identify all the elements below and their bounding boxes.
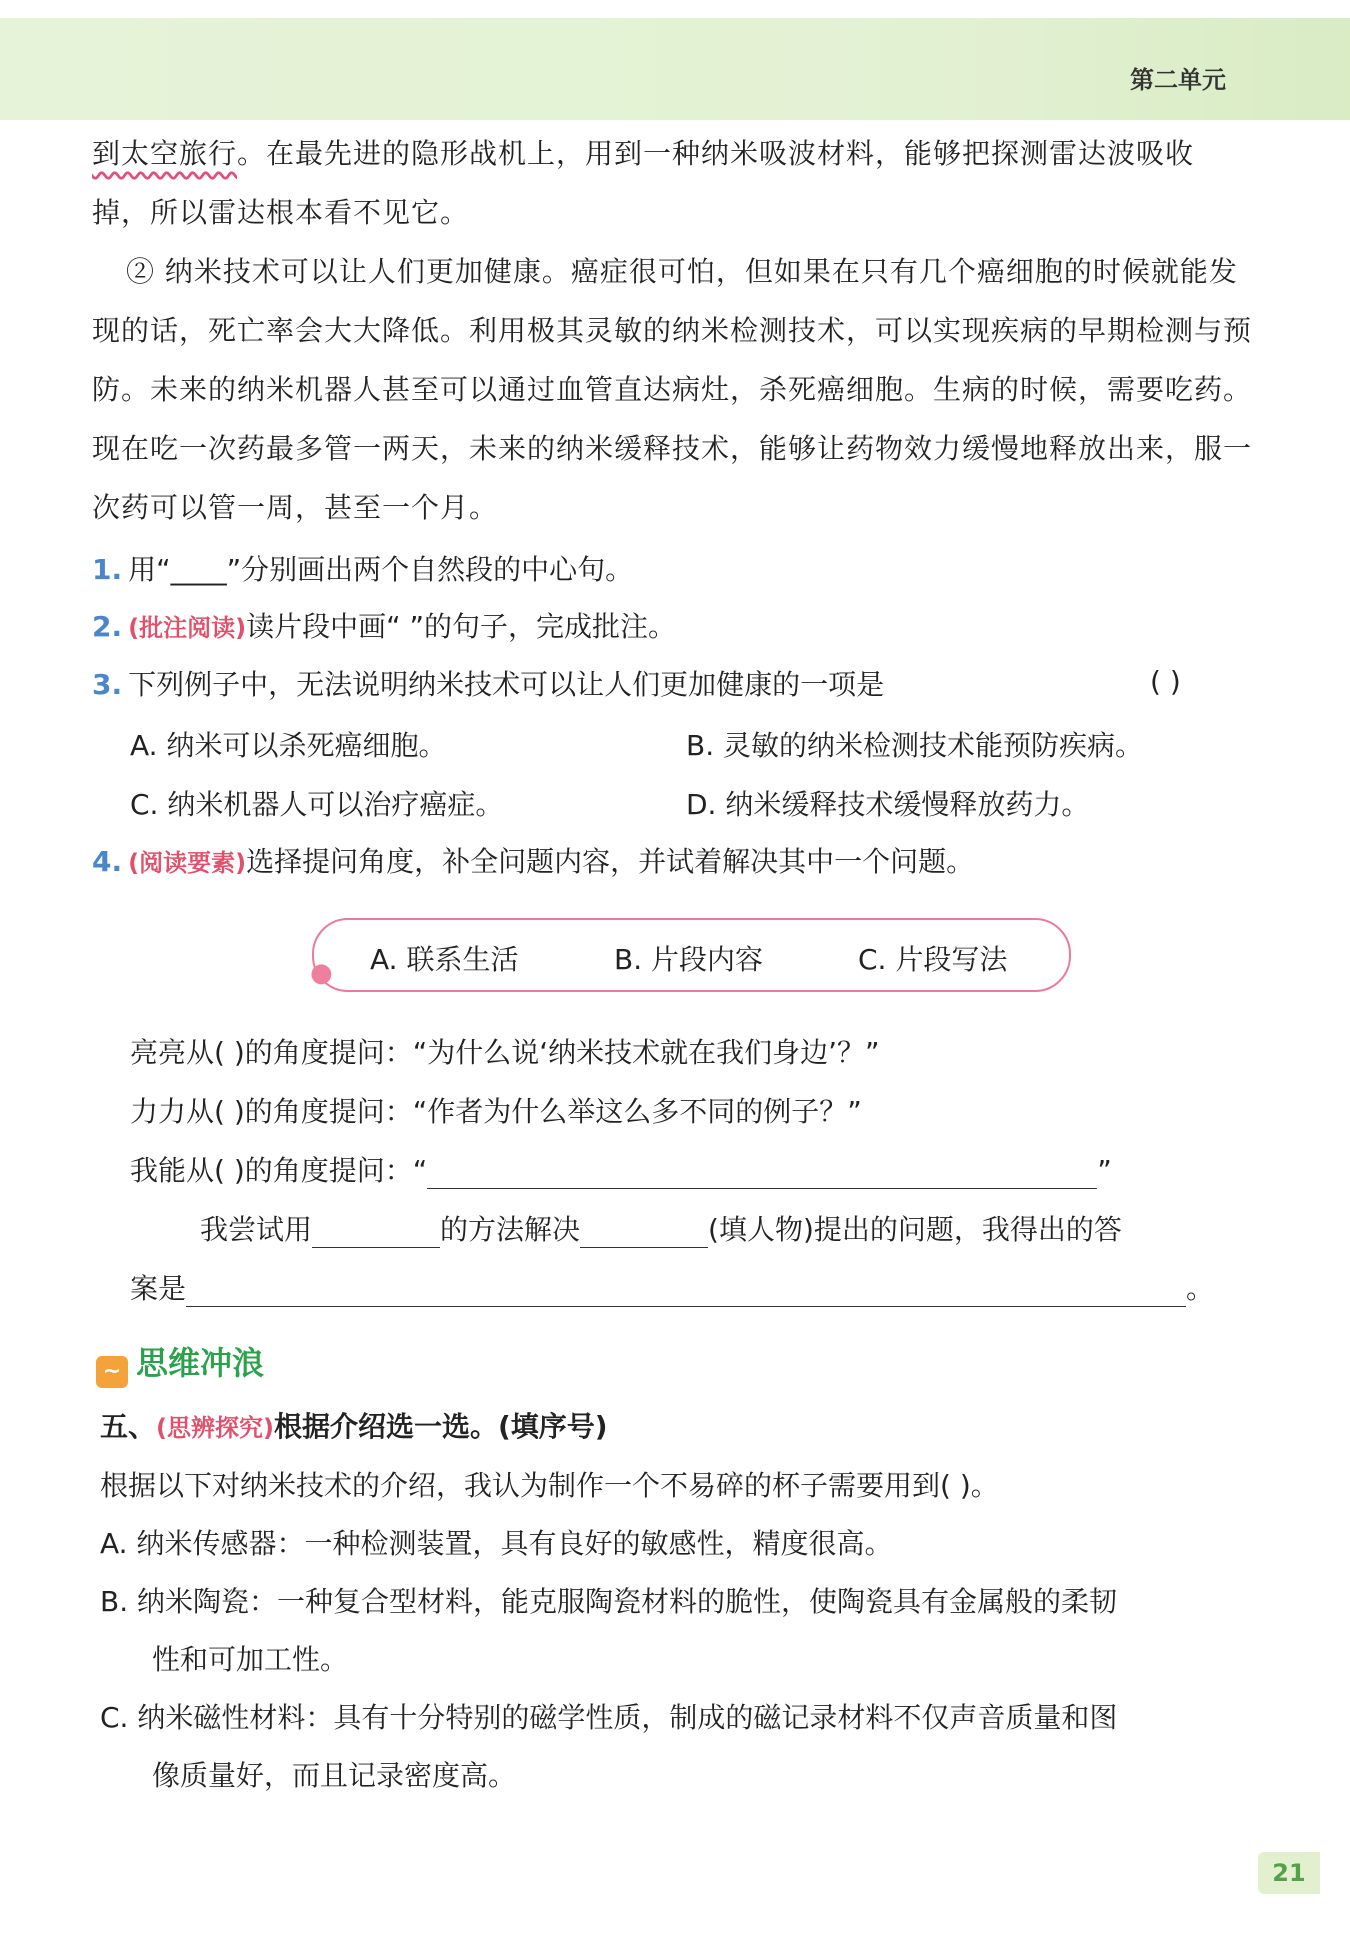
unit-label: 第二单元	[1130, 66, 1226, 94]
angle-options-box	[312, 918, 1071, 992]
angle-option: C. 片段写法	[858, 943, 1008, 976]
option-c[interactable]: C. 纳米机器人可以治疗癌症。	[130, 788, 504, 821]
question-text: 根据介绍选一选。(填序号)	[273, 1410, 608, 1443]
question-line-2: 力力从( )的角度提问：“作者为什么举这么多不同的例子？”	[130, 1095, 862, 1128]
line-text: 我尝试用	[200, 1213, 313, 1246]
question-line-4	[200, 1208, 1122, 1248]
surf-icon: ~	[96, 1356, 128, 1388]
question-tag: (批注阅读)	[128, 614, 247, 642]
section-title	[96, 1338, 264, 1388]
question-number: 五、	[100, 1410, 157, 1443]
passage-text: 。在最先进的隐形战机上，用到一种纳米吸波材料，能够把探测雷达波吸收掉，所以雷达根本看不见它。	[92, 137, 1195, 229]
angle-option: A. 联系生活	[370, 943, 519, 976]
question-1	[92, 550, 633, 590]
choice-c-continued: 像质量好，而且记录密度高。	[152, 1759, 517, 1792]
option-b[interactable]: B. 灵敏的纳米检测技术能预防疾病。	[686, 729, 1144, 762]
angle-option: B. 片段内容	[614, 943, 764, 976]
line-text: 我能从( )的角度提问：“	[130, 1154, 428, 1187]
question-line-1: 亮亮从( )的角度提问：“为什么说‘纳米技术就在我们身边’？”	[130, 1036, 880, 1069]
option-a[interactable]: A. 纳米可以杀死癌细胞。	[130, 729, 447, 762]
question-number: 1.	[92, 553, 123, 586]
answer-paren[interactable]: ( )	[1150, 665, 1181, 698]
question-text: 选择提问角度，补全问题内容，并试着解决其中一个问题。	[246, 845, 975, 878]
question-5-title	[100, 1405, 608, 1445]
passage-paragraph-2: ② 纳米技术可以让人们更加健康。癌症很可怕，但如果在只有几个癌细胞的时候就能发现的话，死亡率会大大降低。利用极其灵敏的纳米检测技术，可以实现疾病的早期检测与预防。未来的纳米机器人甚至可以通过血管直达病灶，杀死癌细胞。生病的时候，需要吃药。现在吃一次药最多管一两天，未来的纳米缓释技术，能够让药物效力缓慢地释放出来，服一次药可以管一周，甚至一个月。	[92, 255, 1253, 524]
answer-blank[interactable]	[580, 1217, 708, 1248]
line-text: 。	[1186, 1272, 1215, 1305]
section-title-text: 思维冲浪	[136, 1344, 265, 1382]
answer-blank[interactable]	[427, 1158, 1097, 1189]
answer-blank[interactable]	[312, 1217, 440, 1248]
passage-paragraph-1	[92, 124, 1252, 242]
line-text: 案是	[130, 1272, 187, 1305]
wavy-underlined-text: 到太空旅行	[92, 137, 238, 170]
question-text: 用“____”分别画出两个自然段的中心句。	[128, 553, 634, 586]
choice-b[interactable]: B. 纳米陶瓷：一种复合型材料，能克服陶瓷材料的脆性，使陶瓷具有金属般的柔韧	[100, 1585, 1118, 1618]
choice-c[interactable]: C. 纳米磁性材料：具有十分特别的磁学性质，制成的磁记录材料不仅声音质量和图	[100, 1701, 1118, 1734]
option-d[interactable]: D. 纳米缓释技术缓慢释放药力。	[686, 788, 1090, 821]
question-line-3	[130, 1149, 1112, 1189]
choice-a[interactable]: A. 纳米传感器：一种检测装置，具有良好的敏感性，精度很高。	[100, 1527, 893, 1560]
question-3	[92, 665, 884, 705]
question-number: 2.	[92, 610, 123, 643]
answer-blank[interactable]	[186, 1276, 1186, 1307]
question-tag: (阅读要素)	[128, 849, 247, 877]
question-line-5	[130, 1267, 1214, 1307]
question-number: 3.	[92, 668, 123, 701]
question-5-intro: 根据以下对纳米技术的介绍，我认为制作一个不易碎的杯子需要用到( )。	[100, 1469, 999, 1502]
question-4	[92, 842, 974, 883]
question-text: 下列例子中，无法说明纳米技术可以让人们更加健康的一项是	[128, 668, 885, 701]
question-tag: (思辨探究)	[156, 1414, 274, 1442]
question-text: 读片段中画“ ”的句子，完成批注。	[246, 610, 676, 643]
page-number: 21	[1258, 1852, 1320, 1894]
question-2	[92, 607, 676, 648]
line-text: 的方法解决	[440, 1213, 581, 1246]
choice-b-continued: 性和可加工性。	[152, 1643, 349, 1676]
line-text: ”	[1097, 1154, 1112, 1187]
line-text: (填人物)提出的问题，我得出的答	[708, 1213, 1122, 1246]
paw-icon: ●	[310, 958, 333, 988]
question-number: 4.	[92, 845, 123, 878]
